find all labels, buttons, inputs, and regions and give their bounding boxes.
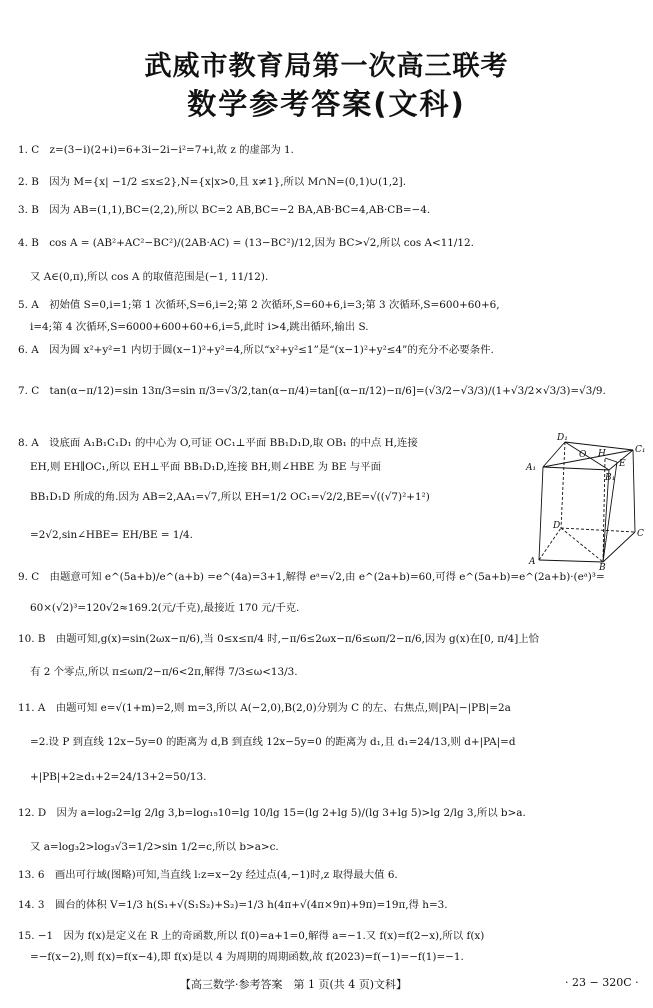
page-code: · 23 − 320C · <box>565 976 639 989</box>
answer-line: =−f(x−2),则 f(x)=f(x−4),即 f(x)是以 4 为周期的周期函数,故 f(2023)=f(−1)=−f(1)=−1. <box>30 951 464 963</box>
answer-line: 9. C 由题意可知 e^(5a+b)/e^(a+b) =e^(4a)=3+1,解得 eᵃ=√2,由 e^(2a+b)=60,可得 e^(5a+b)=e^(2a+b)·(eᵃ)³= <box>18 571 605 583</box>
label-o: O <box>579 450 587 460</box>
answer-line: 8. A 设底面 A₁B₁C₁D₁ 的中心为 O,可证 OC₁⊥平面 BB₁D₁D,取 OB₁ 的中点 H,连接 <box>18 437 418 449</box>
answer-line: =2.设 P 到直线 12x−5y=0 的距离为 d,B 到直线 12x−5y=0 的距离为 d₁,且 d₁=24/13,则 d+|PA|=d <box>30 736 516 748</box>
page-footer: 【高三数学·参考答案 第 1 页(共 4 页)文科】 <box>180 978 408 991</box>
prism-figure <box>525 432 646 573</box>
label-d1: D₁ <box>557 433 568 443</box>
answer-line: =2√2,sin∠HBE= EH/BE = 1/4. <box>30 529 193 541</box>
answer-line: 15. −1 因为 f(x)是定义在 R 上的奇函数,所以 f(0)=a+1=0,解得 a=−1.又 f(x)=f(2−x),所以 f(x) <box>18 930 485 942</box>
answer-line: 14. 3 圆台的体积 V=1/3 h(S₁+√(S₁S₂)+S₂)=1/3 h(4π+√(4π×9π)+9π)=19π,得 h=3. <box>18 899 448 911</box>
answer-line: EH,则 EH∥OC₁,所以 EH⊥平面 BB₁D₁D,连接 BH,则∠HBE 为 BE 与平面 <box>30 461 381 473</box>
answer-line: 又 A∈(0,π),所以 cos A 的取值范围是(−1, 11/12). <box>30 271 269 283</box>
exam-title: 武威市教育局第一次高三联考 <box>144 51 509 82</box>
label-e: E <box>619 459 626 469</box>
answer-key-subtitle: 数学参考答案(文科) <box>187 87 466 121</box>
answer-line: 有 2 个零点,所以 π≤ωπ/2−π/6<2π,解得 7/3≤ω<13/3. <box>30 666 298 678</box>
label-a: A <box>529 557 536 567</box>
label-b: B <box>599 563 606 573</box>
label-b1: B₁ <box>605 473 616 483</box>
answer-line: 3. B 因为 AB=(1,1),BC=(2,2),所以 BC=2 AB,BC=−2 BA,AB·BC=4,AB·CB=−4. <box>18 204 431 216</box>
label-a1: A₁ <box>526 463 537 473</box>
answer-line: 2. B 因为 M={x| −1/2 ≤x≤2},N={x|x>0,且 x≠1},所以 M∩N=(0,1)∪(1,2]. <box>18 176 407 188</box>
answer-line: 6. A 因为圆 x²+y²=1 内切于圆(x−1)²+y²=4,所以“x²+y²≤1”是“(x−1)²+y²≤4”的充分不必要条件. <box>18 344 494 356</box>
answer-line: 又 a=log₃2>log₃√3=1/2>sin 1/2=c,所以 b>a>c. <box>30 841 279 853</box>
answer-line: 13. 6 画出可行域(图略)可知,当直线 l:z=x−2y 经过点(4,−1)时,z 取得最大值 6. <box>18 869 398 881</box>
answer-line: 11. A 由题可知 e=√(1+m)=2,则 m=3,所以 A(−2,0),B(2,0)分别为 C 的左、右焦点,则|PA|−|PB|=2a <box>18 702 511 714</box>
answer-line: 10. B 由题可知,g(x)=sin(2ωx−π/6),当 0≤x≤π/4 时,−π/6≤2ωx−π/6≤ωπ/2−π/6,因为 g(x)在[0, π/4]上恰 <box>18 633 540 645</box>
answer-line: i=4;第 4 次循环,S=6000+600+60+6,i=5,此时 i>4,跳出循环,输出 S. <box>30 321 369 333</box>
answer-line: 60×(√2)³=120√2≈169.2(元/千克),最接近 170 元/千克. <box>30 602 300 614</box>
label-c1: C₁ <box>635 445 646 455</box>
answer-line: +|PB|+2≥d₁+2=24/13+2=50/13. <box>30 771 207 783</box>
answer-line: BB₁D₁D 所成的角.因为 AB=2,AA₁=√7,所以 EH=1/2 OC₁=√2/2,BE=√((√7)²+1²) <box>30 491 430 503</box>
label-h: H <box>598 449 606 459</box>
label-d: D <box>553 521 561 531</box>
answer-line: 5. A 初始值 S=0,i=1;第 1 次循环,S=6,i=2;第 2 次循环,S=60+6,i=3;第 3 次循环,S=600+60+6, <box>18 299 500 311</box>
answer-line: 4. B cos A = (AB²+AC²−BC²)/(2AB·AC) = (13−BC²)/12,因为 BC>√2,所以 cos A<11/12. <box>18 237 474 249</box>
answer-line: 7. C tan(α−π/12)=sin 13π/3=sin π/3=√3/2,tan(α−π/4)=tan[(α−π/12)−π/6]=(√3/2−√3/3)/(1+√3/2×√3/3)=√3/9. <box>18 385 606 397</box>
answer-line: 1. C z=(3−i)(2+i)=6+3i−2i−i²=7+i,故 z 的虚部为 1. <box>18 144 294 156</box>
label-c: C <box>637 529 644 539</box>
answer-line: 12. D 因为 a=log₃2=lg 2/lg 3,b=log₁₅10=lg 10/lg 15=(lg 2+lg 5)/(lg 3+lg 5)>lg 2/lg 3,所以 b>a. <box>18 807 526 819</box>
